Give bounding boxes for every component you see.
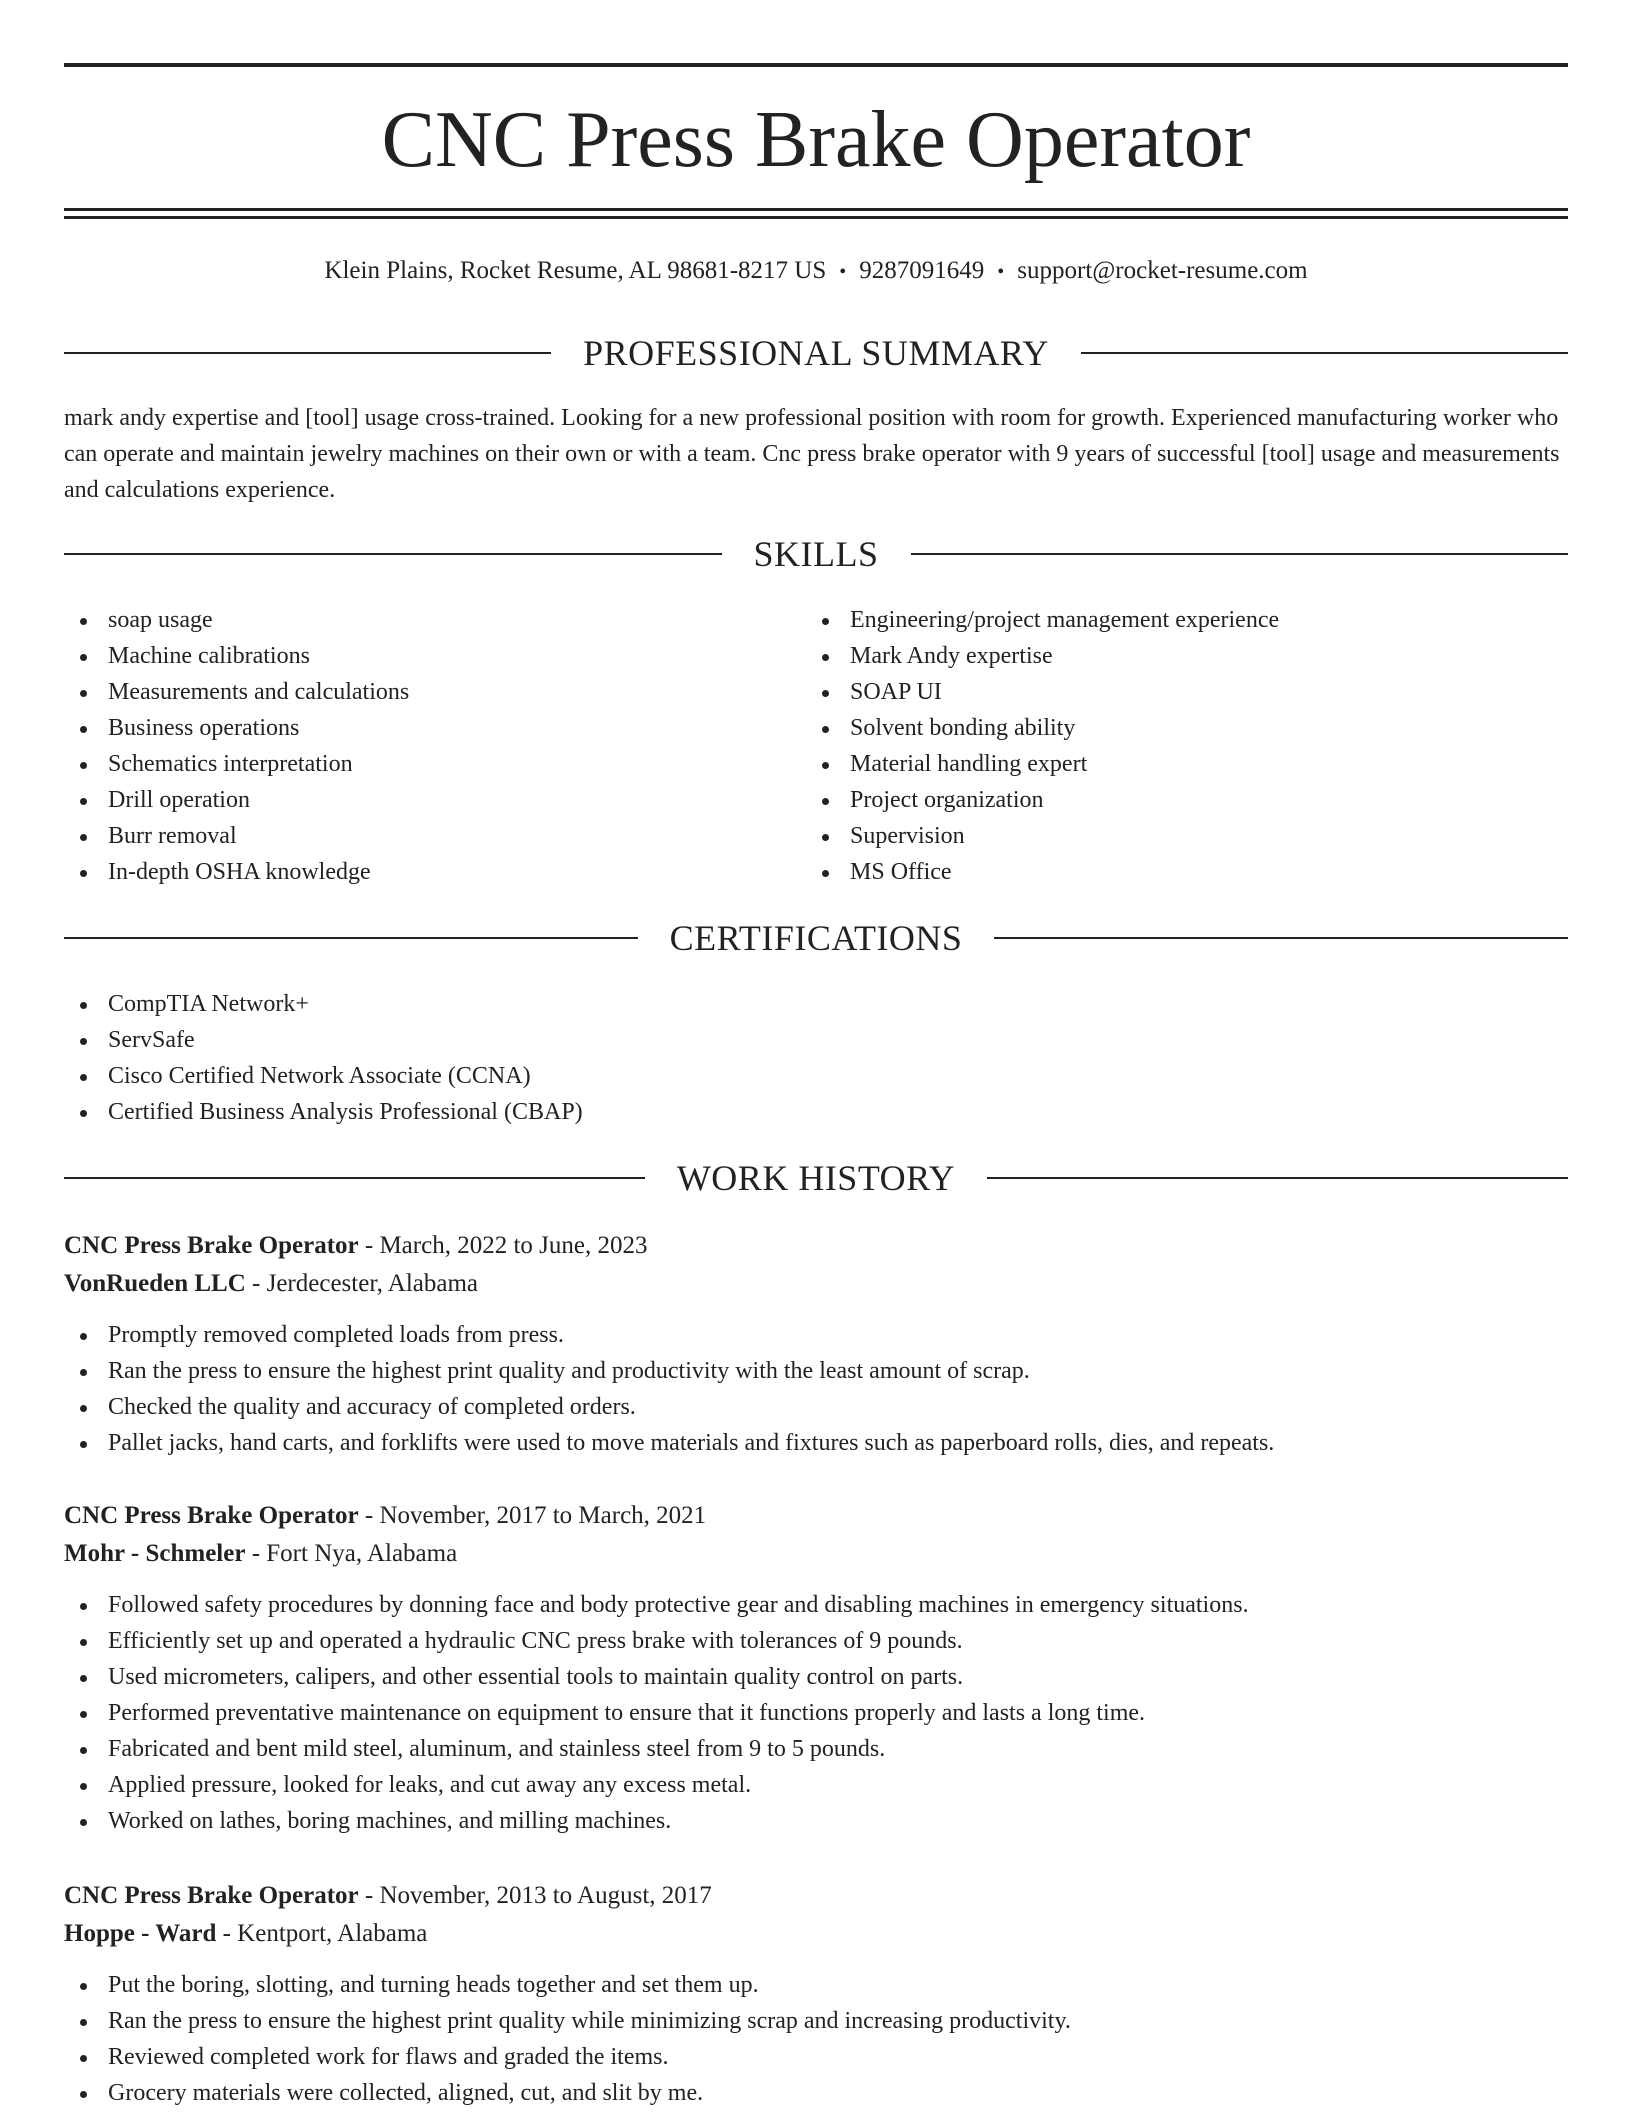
section-title: PROFESSIONAL SUMMARY [583,333,1049,373]
job-bullet: Reviewed completed work for flaws and graded the items. [64,2039,1568,2075]
job-company-line [64,1535,1568,1573]
job-bullet: Grocery materials were collected, aligned, cut, and slit by me. [64,2075,1568,2111]
certification-item: Certified Business Analysis Professional (CBAP) [64,1094,1464,1130]
contact-phone: 9287091649 [859,257,985,284]
section-rule [994,937,1568,939]
certifications-list [64,986,1464,1130]
certification-item: ServSafe [64,1022,1464,1058]
section-rule [64,553,722,555]
skill-item: Business operations [64,710,764,746]
job-location: - Jerdecester, Alabama [245,1270,478,1297]
skill-item: Mark Andy expertise [806,638,1506,674]
job-bullet: Pallet jacks, hand carts, and forklifts were used to move materials and fixtures such as paperboard rolls, dies, and repeats. [64,1425,1568,1461]
job-bullet: Fabricated and bent mild steel, aluminum, and stainless steel from 9 to 5 pounds. [64,1731,1568,1767]
section-title: SKILLS [753,534,879,574]
contact-email: support@rocket-resume.com [1017,257,1308,284]
job-dates: - November, 2013 to August, 2017 [358,1882,712,1909]
skill-item: SOAP UI [806,674,1506,710]
job-company-line [64,1265,1568,1303]
contact-separator: • [839,261,847,283]
job-entry [64,1227,1568,1461]
skill-item: Measurements and calculations [64,674,764,710]
section-title: CERTIFICATIONS [669,918,963,958]
job-location: - Fort Nya, Alabama [245,1540,458,1567]
section-header-work-history [64,1154,1568,1202]
section-title: WORK HISTORY [676,1158,956,1198]
skill-item: Burr removal [64,818,764,854]
skill-item: MS Office [806,854,1506,890]
job-company: Mohr - Schmeler [64,1540,246,1567]
title-rule-upper [64,208,1568,211]
section-rule [911,553,1569,555]
top-rule [64,63,1568,67]
section-header-skills [64,530,1568,578]
contact-address: Klein Plains, Rocket Resume, AL 98681-8217 US [324,257,827,284]
job-bullets [64,1317,1568,1461]
job-dates: - March, 2022 to June, 2023 [358,1232,648,1259]
job-bullet: Efficiently set up and operated a hydraulic CNC press brake with tolerances of 9 pounds. [64,1623,1568,1659]
job-bullet: Promptly removed completed loads from press. [64,1317,1568,1353]
job-bullet: Put the boring, slotting, and turning heads together and set them up. [64,1967,1568,2003]
job-entry [64,1877,1568,2111]
skill-item: Drill operation [64,782,764,818]
job-bullet: Ran the press to ensure the highest print quality while minimizing scrap and increasing productivity. [64,2003,1568,2039]
job-bullets [64,1587,1568,1839]
section-header-certifications [64,914,1568,962]
job-title-line [64,1877,1568,1915]
section-rule [987,1177,1568,1179]
certification-item: CompTIA Network+ [64,986,1464,1022]
skill-item: Machine calibrations [64,638,764,674]
title-rule-lower [64,216,1568,219]
summary-text: mark andy expertise and [tool] usage cross-trained. Looking for a new professional position with room for growth. Experienced manufacturing worker who can operate and maintain jewelry machines on their own or with a team. Cnc press brake operator with 9 years of successful [tool] usage and measurements and calculations experience. [64,405,1560,503]
job-entry [64,1497,1568,1839]
section-rule [64,352,551,354]
skill-item: Supervision [806,818,1506,854]
contact-line [64,255,1568,288]
job-bullet: Ran the press to ensure the highest print quality and productivity with the least amount of scrap. [64,1353,1568,1389]
contact-separator: • [997,261,1005,283]
job-company: VonRueden LLC [64,1270,246,1297]
skill-item: soap usage [64,602,764,638]
job-title-line [64,1227,1568,1265]
section-rule [64,1177,645,1179]
skill-item: Schematics interpretation [64,746,764,782]
section-rule [64,937,638,939]
job-bullet: Followed safety procedures by donning face and body protective gear and disabling machines in emergency situations. [64,1587,1568,1623]
job-bullet: Performed preventative maintenance on equipment to ensure that it functions properly and lasts a long time. [64,1695,1568,1731]
certification-item: Cisco Certified Network Associate (CCNA) [64,1058,1464,1094]
section-header-summary [64,329,1568,377]
job-role: CNC Press Brake Operator [64,1232,359,1259]
skill-item: In-depth OSHA knowledge [64,854,764,890]
skill-item: Project organization [806,782,1506,818]
job-company-line [64,1915,1568,1953]
skills-list-right [806,602,1506,890]
job-role: CNC Press Brake Operator [64,1502,359,1529]
job-role: CNC Press Brake Operator [64,1882,359,1909]
skill-item: Material handling expert [806,746,1506,782]
skill-item: Solvent bonding ability [806,710,1506,746]
skills-list-left [64,602,764,890]
job-bullets [64,1967,1568,2111]
job-bullet: Worked on lathes, boring machines, and milling machines. [64,1803,1568,1839]
job-bullet: Applied pressure, looked for leaks, and cut away any excess metal. [64,1767,1568,1803]
section-rule [1081,352,1568,354]
job-dates: - November, 2017 to March, 2021 [358,1502,707,1529]
job-company: Hoppe - Ward [64,1920,217,1947]
job-bullet: Checked the quality and accuracy of completed orders. [64,1389,1568,1425]
skill-item: Engineering/project management experience [806,602,1506,638]
job-bullet: Used micrometers, calipers, and other essential tools to maintain quality control on parts. [64,1659,1568,1695]
job-location: - Kentport, Alabama [216,1920,428,1947]
job-title-line [64,1497,1568,1535]
resume-name: CNC Press Brake Operator [381,96,1251,184]
